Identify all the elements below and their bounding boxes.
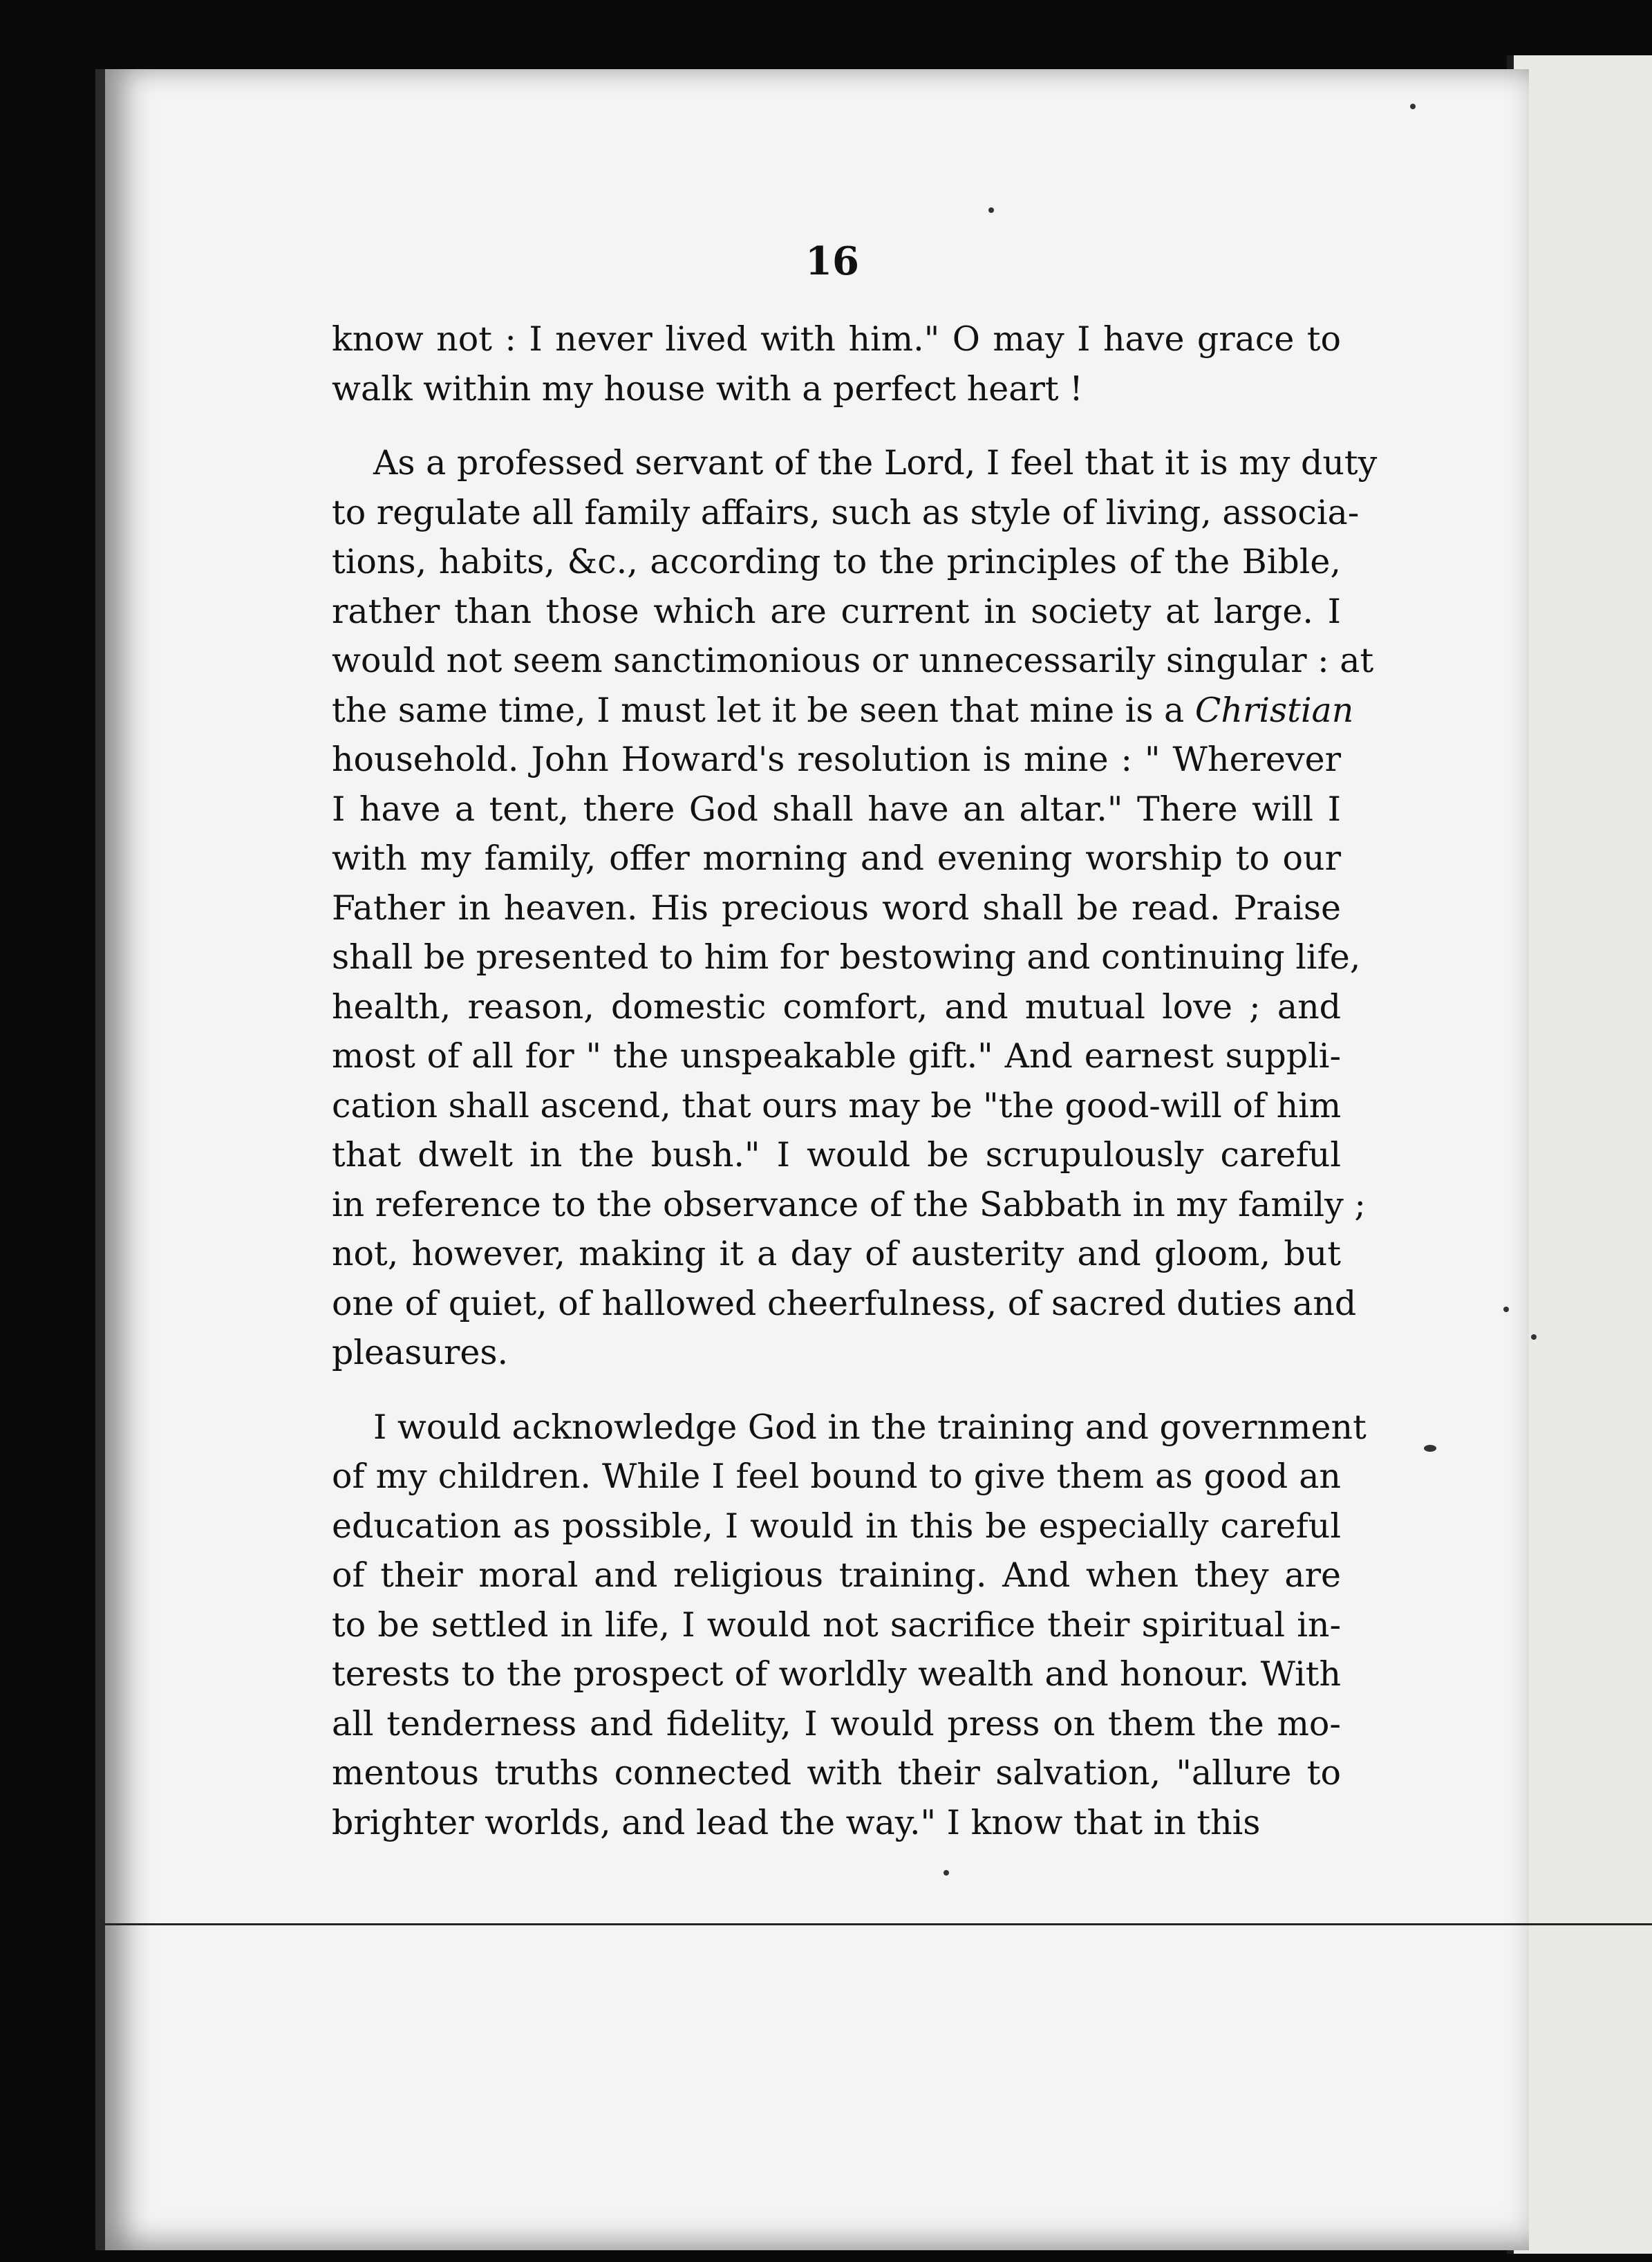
text-line: of their moral and religious training. And when they are	[332, 1555, 1341, 1595]
text-line: most of all for " the unspeakable gift." And earnest suppli-	[332, 1036, 1341, 1076]
text-line: all tenderness and fidelity, I would press on them the mo-	[332, 1703, 1341, 1744]
text-line: know not : I never lived with him." O may I have grace to	[332, 319, 1341, 359]
text-line: brighter worlds, and lead the way." I know that in this	[332, 1802, 1261, 1842]
scan-speck	[1531, 1334, 1537, 1340]
text-line: Father in heaven. His precious word shall be read. Praise	[332, 888, 1341, 928]
text-line: I would acknowledge God in the training and government	[373, 1407, 1367, 1447]
scan-rule-line	[104, 1923, 1652, 1925]
paragraph-gap	[332, 1378, 1341, 1403]
text-line: terests to the prospect of worldly wealth and honour. With	[332, 1654, 1341, 1694]
text-line: I have a tent, there God shall have an altar." There will I	[332, 789, 1341, 829]
text-line: rather than those which are current in society at large. I	[332, 591, 1341, 631]
text-line: that dwelt in the bush." I would be scrupulously careful	[332, 1135, 1341, 1175]
scan-speck	[1503, 1307, 1509, 1312]
body-text	[332, 315, 1378, 1847]
text-line: not, however, making it a day of austerity and gloom, but	[332, 1234, 1341, 1273]
text-line: education as possible, I would in this be especially careful	[332, 1506, 1341, 1546]
text-line: of my children. While I feel bound to give them as good an	[332, 1457, 1341, 1496]
text-line: As a professed servant of the Lord, I feel that it is my duty	[373, 443, 1378, 483]
text-line: tions, habits, &c., according to the principles of the Bible,	[332, 542, 1341, 581]
text-line: health, reason, domestic comfort, and mutual love ; and	[332, 987, 1341, 1027]
text-line: to be settled in life, I would not sacrifice their spiritual in-	[332, 1605, 1341, 1645]
text-line: pleasures.	[332, 1333, 509, 1372]
text-line: one of quiet, of hallowed cheerfulness, of sacred duties and	[332, 1283, 1357, 1323]
paragraph	[332, 1403, 1367, 1848]
scan-speck	[988, 207, 994, 213]
text-line: walk within my house with a perfect heart !	[332, 368, 1083, 409]
text-line: with my family, offer morning and evening worship to our	[332, 839, 1341, 878]
paragraph-gap	[332, 413, 1341, 438]
text-line: shall be presented to him for bestowing and continuing life,	[332, 937, 1361, 977]
scan-speck	[944, 1870, 949, 1876]
text-line: mentous truths connected with their salvation, "allure to	[332, 1753, 1341, 1793]
scan-speck	[1410, 104, 1416, 109]
text-line: household. John Howard's resolution is mine : " Wherever	[332, 740, 1341, 779]
text-line: the same time, I must let it be seen that mine is a Christian	[332, 690, 1354, 730]
page-number: 16	[805, 239, 859, 284]
text-line: would not seem sanctimonious or unnecessarily singular : at	[332, 641, 1374, 680]
paragraph	[332, 315, 1341, 413]
text-line: to regulate all family affairs, such as style of living, associa-	[332, 492, 1360, 532]
text-line: in reference to the observance of the Sabbath in my family ;	[332, 1184, 1366, 1224]
text-line: cation shall ascend, that ours may be "the good-will of him	[332, 1085, 1342, 1125]
paragraph	[332, 438, 1378, 1378]
scan-speck	[1424, 1445, 1436, 1452]
